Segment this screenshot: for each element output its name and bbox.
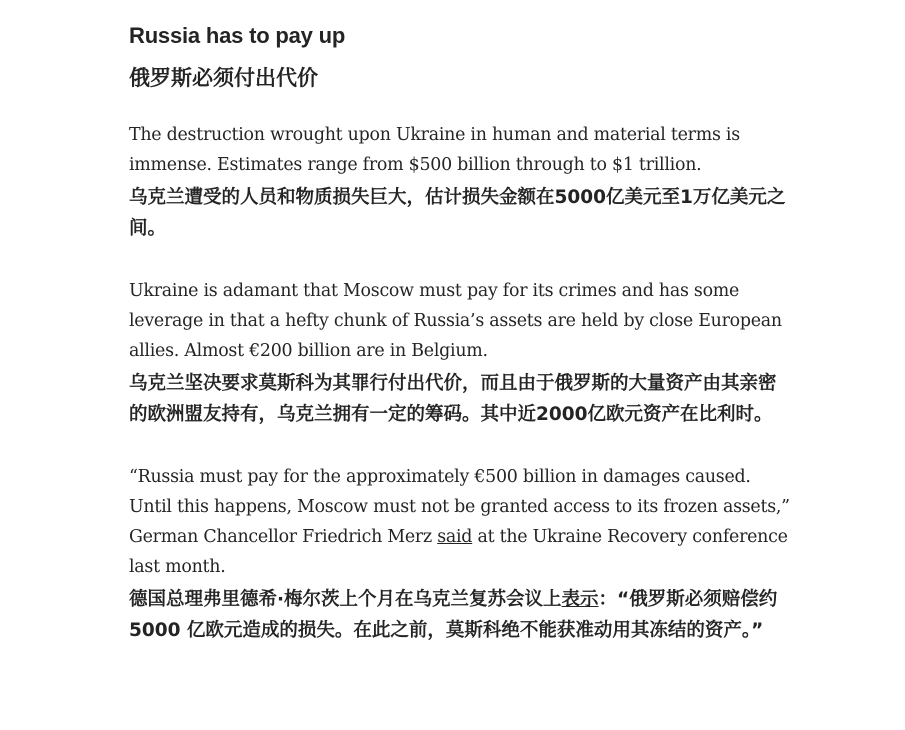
- paragraph-block-2: [129, 276, 794, 430]
- paragraph-en: Ukraine is adamant that Moscow must pay for its crimes and has some leverage in that a hefty chunk of Russia’s assets are held by close European allies. Almost €200 billion are in Belgium.: [129, 281, 782, 361]
- quote-text-after-link: at the Ukraine Recovery conference last month.: [129, 527, 788, 577]
- biaoshi-link[interactable]: 表示: [561, 589, 599, 610]
- paragraph-zh: 乌克兰坚决要求莫斯科为其罪行付出代价，而且由于俄罗斯的大量资产由其亲密的欧洲盟友持有，乌克兰拥有一定的筹码。其中近2000亿欧元资产在比利时。: [129, 373, 777, 425]
- quote-text-before-link: “Russia must pay for the approximately €500 billion in damages caused. Until this happens, Moscow must not be granted access to its frozen assets,” German Chancellor Friedrich Merz: [129, 467, 790, 547]
- section-heading-zh: 俄罗斯必须付出代价: [129, 66, 318, 90]
- paragraph-en-quote: [129, 462, 794, 582]
- zh-text-after-link: ：“俄罗斯必须赔偿约 5000 亿欧元造成的损失。在此之前，莫斯科绝不能获准动用其冻结的资产。”: [129, 589, 778, 641]
- section-heading-en: Russia has to pay up: [129, 23, 346, 48]
- zh-text-before-link: 德国总理弗里德希·梅尔茨上个月在乌克兰复苏会议上: [129, 589, 562, 610]
- paragraph-zh-quote: [129, 584, 794, 646]
- paragraph-zh: 乌克兰遭受的人员和物质损失巨大，估计损失金额在5000亿美元至1万亿美元之间。: [129, 187, 786, 239]
- article-body: [129, 20, 794, 646]
- paragraph-en: The destruction wrought upon Ukraine in human and material terms is immense. Estimates range from $500 billion through to $1 trillion.: [129, 125, 740, 175]
- said-link[interactable]: said: [437, 527, 473, 547]
- paragraph-block-3: [129, 462, 794, 646]
- paragraph-block-1: [129, 120, 794, 244]
